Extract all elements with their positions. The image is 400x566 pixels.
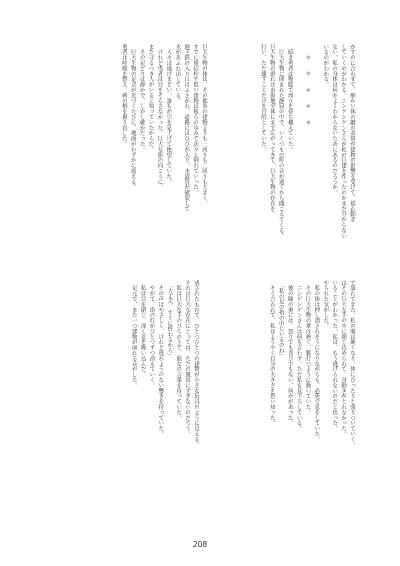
lower-left-text-column: 成されたもので、ひとつひとつの建物が小さな玩具のように見える。 それは巨大な存在にとっては、ただの風景にすぎないのだろう。 私は巨大な手のひらの上で、彼女の言葉を待っていた。 「大丈夫、すぐに終わるから」 その声はやさしく、けれど逃れようのない響きを持っていた。 やがて、街の灯がひとつずつ消えていく。 私は目を閉じ、深く息を吸い込んだ。 足元で、また一つ建物が崩れる音がした。 bbox=[130, 280, 199, 448]
lower-right-text-column: で濡れてきた。私の服は硬くなり、体にぴったりと張りついていく。 はその巨大な手の中に閉じ込められて、身動きがとれなかった。 いることがわかった。私は、もう逃げられないのだと悟った。 やられた気がした。 私の体は押し潰されそうになりながらも、必死で息をしていた。 その巨大生物の掌は熱く、脈打つように動いていた。 ニシゲシゲンさんは何も言わず、ただ私を見下ろしている。 彼の瞳の奥には、怒りでも喜びでもない、何かがあった。 「私の足の指の中にいるのね」 そう言われて、私はようやく自分の大きさを思い知った。 bbox=[268, 280, 355, 448]
upper-left-text-column: 巨大生物の体は、その都市の建物よりも一回りも二回りも大きく、 すでに電信柱や低い建物は彼らの歩みで次々と倒れていった。 地下鉄の入り口はふさがれ、道路にはひびが入り、水道管が破裂して 水があふれ出している。 人々は逃げまどい、誰もが空を見上げて絶望していた。 けれど勇者は目をそらさなかった。巨大な影の向こうに、 まだ守るべき人がいると知っていたからだ。 その足どりは静かで、しかし確かだった。 巨大生物の足音が近づくたびに、地面がわずかに震える。 勇者は呼吸を整え、剣の柄を握り直した。 bbox=[120, 44, 207, 212]
upper-right-text-column: がすのに合わせて、細かい体の皺の表情が建物の影響を受けて、揺れ動き していくのがわかる。ニシゲシゲンさんが私の巨建を作ったのかまだ分からない ない。私の身体は何かよくわからないためにあるのだろうか。 いるのがわかる。 ＊ ＊ ＊ ＊ ＊ 暗き勇者は物陰で周りを待ち構えていた。 巨大生物に囲まれた静寂の中で、いくつもの町の音が遠くから聞こえてくる。 巨大生物の群れは市街地全体にまで広がってきて、巨大生物の存在を 行い、ただ壊すことだけを目的としていた。 bbox=[259, 44, 355, 239]
page-number: 208 bbox=[192, 540, 208, 549]
